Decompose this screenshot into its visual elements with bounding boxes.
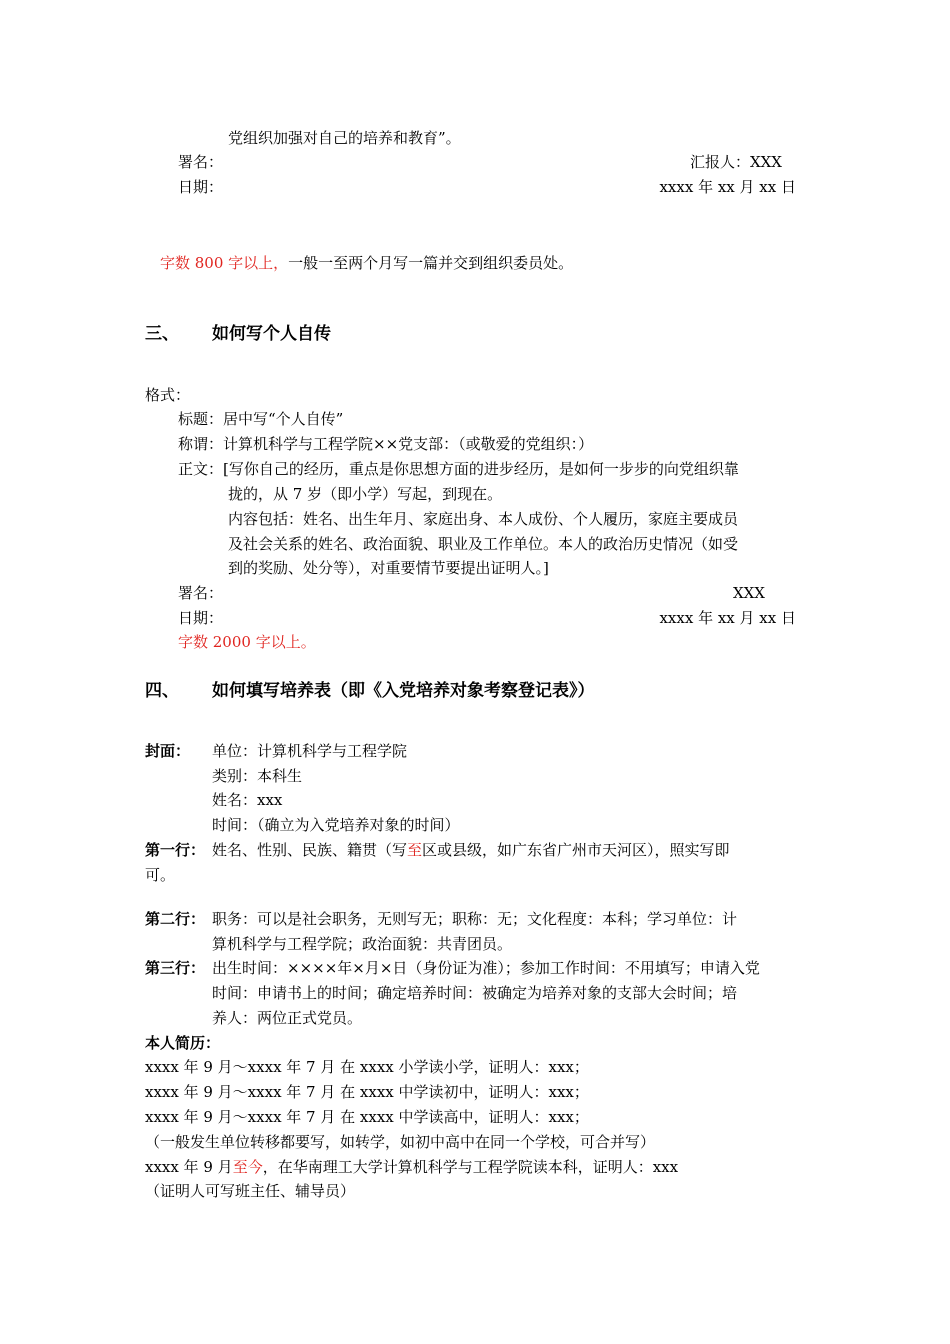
row1-text bbox=[212, 840, 730, 860]
resume-entry-5-a: xxxx 年 9 月 bbox=[145, 1158, 233, 1176]
row3-text-2: 时间：申请书上的时间；确定培养时间：被确定为培养对象的支部大会时间；培 bbox=[212, 984, 738, 1002]
format-label: 格式： bbox=[145, 386, 191, 404]
cover-time: 时间：（确立为入党培养对象的时间） bbox=[212, 816, 460, 834]
cover-unit: 单位：计算机科学与工程学院 bbox=[212, 742, 408, 760]
date-value: xxxx 年 xx 月 xx 日 bbox=[659, 178, 796, 196]
section-3-number: 三、 bbox=[145, 324, 179, 344]
s3-sign-value: XXX bbox=[732, 584, 765, 602]
resume-entry-2: xxxx 年 9 月～xxxx 年 7 月 在 xxxx 中学读初中，证明人：xxx； bbox=[145, 1083, 589, 1101]
word-count-note bbox=[160, 253, 573, 273]
row3-text-3: 养人：两位正式党员。 bbox=[212, 1009, 363, 1027]
row1-label: 第一行： bbox=[145, 841, 206, 859]
row2-label: 第二行： bbox=[145, 910, 206, 928]
s3-line-body-3: 内容包括：姓名、出生年月、家庭出身、本人成份、个人履历，家庭主要成员 bbox=[228, 510, 739, 528]
continuation-line: 党组织加强对自己的培养和教育”。 bbox=[228, 129, 461, 147]
cover-name: 姓名：xxx bbox=[212, 791, 283, 809]
row3-label: 第三行： bbox=[145, 959, 206, 977]
resume-entry-1: xxxx 年 9 月～xxxx 年 7 月 在 xxxx 小学读小学，证明人：xxx； bbox=[145, 1058, 589, 1076]
reporter-value: 汇报人：XXX bbox=[689, 153, 782, 171]
section-4-title: 如何填写培养表（即《入党培养对象考察登记表》） bbox=[212, 681, 595, 701]
s3-line-body-2: 拢的，从 7 岁（即小学）写起，到现在。 bbox=[228, 485, 503, 503]
word-count-red: 字数 800 字以上， bbox=[160, 254, 289, 272]
resume-entry-3: xxxx 年 9 月～xxxx 年 7 月 在 xxxx 中学读高中，证明人：xxx； bbox=[145, 1108, 589, 1126]
row3-text-1: 出生时间：××××年×月×日（身份证为准）；参加工作时间：不用填写；申请入党 bbox=[212, 959, 760, 977]
s3-date-value: xxxx 年 xx 月 xx 日 bbox=[659, 609, 796, 627]
resume-label: 本人简历： bbox=[145, 1034, 221, 1052]
resume-note: （一般发生单位转移都要写，如转学，如初中高中在同一个学校，可合并写） bbox=[145, 1133, 656, 1151]
s3-line-salutation: 称谓：计算机科学与工程学院××党支部：（或敬爱的党组织：） bbox=[178, 435, 594, 453]
resume-entry-5 bbox=[145, 1157, 678, 1177]
cover-category: 类别：本科生 bbox=[212, 767, 303, 785]
row1-text-cont: 可。 bbox=[145, 866, 176, 884]
section-4-number: 四、 bbox=[145, 681, 179, 701]
row1-text-a: 姓名、性别、民族、籍贯（写 bbox=[212, 841, 408, 859]
section-3-title: 如何写个人自传 bbox=[212, 324, 331, 344]
row2-text-1: 职务：可以是社会职务，无则写无；职称：无；文化程度：本科；学习单位：计 bbox=[212, 910, 738, 928]
resume-witness-note: （证明人可写班主任、辅导员） bbox=[145, 1182, 356, 1200]
word-count-rest: 一般一至两个月写一篇并交到组织委员处。 bbox=[288, 254, 574, 272]
resume-entry-5-b: ，在华南理工大学计算机科学与工程学院读本科，证明人：xxx bbox=[262, 1158, 679, 1176]
sign-label: 署名： bbox=[178, 153, 224, 171]
s3-line-body-4: 及社会关系的姓名、政治面貌、职业及工作单位。本人的政治历史情况（如受 bbox=[228, 535, 739, 553]
s3-word-count-note: 字数 2000 字以上。 bbox=[178, 633, 316, 651]
s3-line-body-5: 到的奖励、处分等），对重要情节要提出证明人。] bbox=[228, 559, 549, 577]
row1-text-red: 至 bbox=[407, 841, 423, 859]
s3-line-body-1: 正文：[写你自己的经历，重点是你思想方面的进步经历，是如何一步步的向党组织靠 bbox=[178, 460, 739, 478]
row2-text-2: 算机科学与工程学院；政治面貌：共青团员。 bbox=[212, 935, 513, 953]
s3-date-label: 日期： bbox=[178, 609, 224, 627]
s3-line-title: 标题：居中写“个人自传” bbox=[178, 410, 344, 428]
s3-sign-label: 署名： bbox=[178, 584, 224, 602]
cover-label: 封面： bbox=[145, 742, 191, 760]
row1-text-b: 区或县级，如广东省广州市天河区），照实写即 bbox=[422, 841, 730, 859]
resume-entry-5-red: 至今 bbox=[232, 1158, 263, 1176]
date-label: 日期： bbox=[178, 178, 224, 196]
